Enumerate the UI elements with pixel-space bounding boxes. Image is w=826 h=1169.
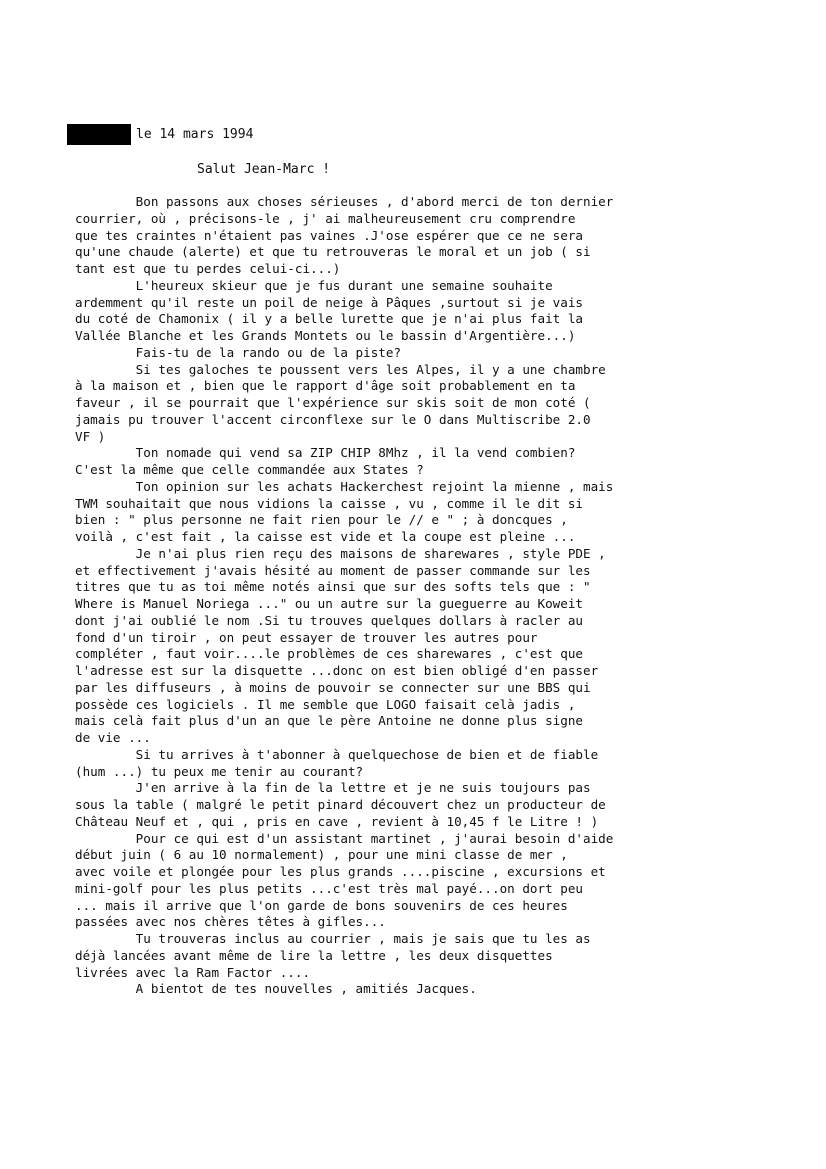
letter-line: l'adresse est sur la disquette ...donc on est bien obligé d'en passer [75,663,599,678]
letter-line: Bon passons aux choses sérieuses , d'abord merci de ton dernier [75,194,614,209]
letter-line: J'en arrive à la fin de la lettre et je ne suis toujours pas [75,780,591,796]
letter-line: mini-golf pour les plus petits ...c'est très mal payé...on dort peu [75,880,583,896]
letter-line: Si tes galoches te poussent vers les Alpes, il y a une chambre [75,361,606,377]
letter-line: Where is Manuel Noriega ..." ou un autre sur la gueguerre au Koweit [75,596,583,611]
letter-greeting: Salut Jean-Marc ! [197,162,331,177]
letter-body [75,194,775,998]
letter-line: possède ces logiciels . Il me semble que LOGO faisait celà jadis , [75,696,576,712]
letter-line: du coté de Chamonix ( il y a belle lurette que je n'ai plus fait la [75,311,583,327]
letter-line: tant est que tu perdes celui-ci...) [75,261,341,276]
letter-line: compléter , faut voir....le problèmes de ces sharewares , c'est que [75,646,583,662]
letter-line: Pour ce qui est d'un assistant martinet , j'aurai besoin d'aide [75,830,614,846]
letter-line: ... mais il arrive que l'on garde de bons souvenirs de ces heures [75,897,568,913]
letter-line: L'heureux skieur que je fus durant une semaine souhaite [75,277,553,293]
letter-line: Vallée Blanche et les Grands Montets ou le bassin d'Argentière...) [75,328,576,343]
letter-date: le 14 mars 1994 [136,127,254,142]
letter-line: début juin ( 6 au 10 normalement) , pour une mini classe de mer , [75,847,568,863]
letter-line: avec voile et plongée pour les plus grands ....piscine , excursions et [75,864,606,879]
letter-line: Tu trouveras inclus au courrier , mais je sais que tu les as [75,931,591,946]
letter-line: voilà , c'est fait , la caisse est vide et la coupe est pleine ... [75,529,576,544]
letter-line: C'est la même que celle commandée aux States ? [75,462,424,477]
letter-line: courrier, où , précisons-le , j' ai malheureusement cru comprendre [75,210,576,226]
letter-line: passées avec nos chères têtes à gifles... [75,914,386,930]
letter-line: bien : " plus personne ne fait rien pour le // e " ; à doncques , [75,512,568,528]
letter-line: Ton nomade qui vend sa ZIP CHIP 8Mhz , il la vend combien? [75,445,576,461]
letter-line: livrées avec la Ram Factor .... [75,964,311,980]
letter-line: que tes craintes n'étaient pas vaines .J'ose espérer que ce ne sera [75,227,583,243]
letter-line: Fais-tu de la rando ou de la piste? [75,344,402,360]
letter-line: (hum ...) tu peux me tenir au courant? [75,763,364,779]
letter-line: Si tu arrives à t'abonner à quelquechose de bien et de fiable [75,746,599,762]
letter-line: Château Neuf et , qui , pris en cave , revient à 10,45 f le Litre ! ) [75,813,599,829]
letter-line: titres que tu as toi même notés ainsi que sur des softs tels que : " [75,579,591,595]
letter-line: Ton opinion sur les achats Hackerchest rejoint la mienne , mais [75,478,614,494]
letter-line: dont j'ai oublié le nom .Si tu trouves quelques dollars à racler au [75,612,583,628]
letter-line: déjà lancées avant même de lire la lettre , les deux disquettes [75,947,553,963]
letter-line: par les diffuseurs , à moins de pouvoir se connecter sur une BBS qui [75,679,591,695]
letter-line: et effectivement j'avais hésité au moment de passer commande sur les [75,562,591,578]
letter-line: jamais pu trouver l'accent circonflexe sur le O dans Multiscribe 2.0 [75,411,591,427]
letter-line: qu'une chaude (alerte) et que tu retrouveras le moral et un job ( si [75,244,591,260]
letter-line: sous la table ( malgré le petit pinard découvert chez un producteur de [75,797,606,812]
letter-line: faveur , il se pourrait que l'expérience sur skis soit de mon coté ( [75,395,591,410]
letter-line: de vie ... [75,730,151,745]
letter-line: VF ) [75,428,106,444]
redaction-block [67,124,131,145]
letter-line: ardemment qu'il reste un poil de neige à Pâques ,surtout si je vais [75,294,583,310]
letter-line: A bientot de tes nouvelles , amitiés Jacques. [75,981,477,997]
letter-line: à la maison et , bien que le rapport d'âge soit probablement en ta [75,378,576,394]
letter-line: Je n'ai plus rien reçu des maisons de sharewares , style PDE , [75,545,606,561]
letter-line: mais celà fait plus d'un an que le père Antoine ne donne plus signe [75,713,583,729]
letter-line: TWM souhaitait que nous vidions la caisse , vu , comme il le dit si [75,495,583,511]
letter-line: fond d'un tiroir , on peut essayer de trouver les autres pour [75,629,538,645]
